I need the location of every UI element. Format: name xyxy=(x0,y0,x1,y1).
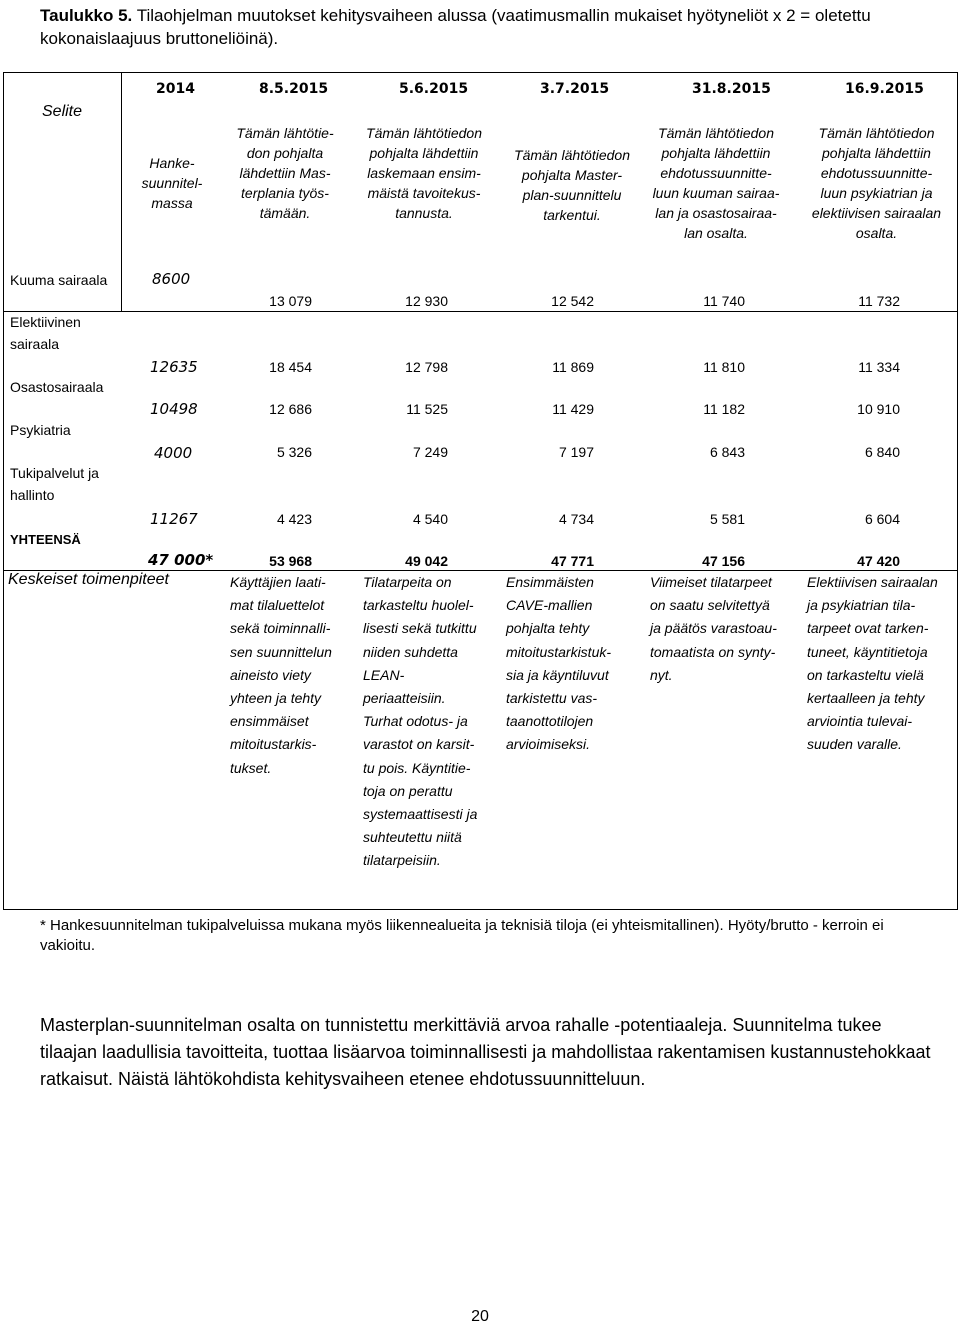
date-8-5-2015: 8.5.2015 xyxy=(259,81,329,97)
date-16-9-2015: 16.9.2015 xyxy=(845,81,924,97)
base-yhteensa: 47 000* xyxy=(148,551,214,569)
phase-desc-2014: Hanke- suunnitel- massa xyxy=(141,155,203,211)
cell-osasto-8-5: 12 686 xyxy=(269,401,312,417)
cell-psykiatria-16-9: 6 840 xyxy=(864,444,900,460)
cell-elektiivinen-3-7: 11 869 xyxy=(552,359,594,375)
measure-8-5: Käyttäjien laati- mat tilaluettelot sekä toiminnalli- sen suunnittelun aineisto viety yhteen ja tehty ensimmäiset mitoitustarkis- tukset. xyxy=(230,574,332,776)
cell-kuuma-31-8: 11 740 xyxy=(703,293,745,309)
cell-elektiivinen-8-5: 18 454 xyxy=(269,359,312,375)
row-label-tukipalvelut: Tukipalvelut ja hallinto xyxy=(10,465,99,503)
cell-psykiatria-5-6: 7 249 xyxy=(412,444,448,460)
phase-desc-5-6-2015: Tämän lähtötiedon pohjalta lähdettiin laskemaan ensim- mäistä tavoitekus- tannusta. xyxy=(366,125,482,221)
base-elektiivinen-sairaala: 12635 xyxy=(150,358,198,376)
measure-5-6: Tilatarpeita on tarkasteltu huolel- lisesti sekä tutkittu niiden suhdetta LEAN- periaatteisiin. Turhat odotus- ja varastot on karsit- tu pois. Käyntitie- toja on perattu systemaattisesti ja suhteutettu niitä tilatarpeisiin. xyxy=(363,574,478,869)
measure-16-9: Elektiivisen sairaalan ja psykiatrian tila- tarpeet ovat tarken- tuneet, käyntitietoja on tarkasteltu vielä kertaalleen ja tehty arviointia tulevai- suuden varalle. xyxy=(807,574,938,753)
row-label-yhteensa: YHTEENSÄ xyxy=(10,532,81,547)
cell-kuuma-5-6: 12 930 xyxy=(405,293,448,309)
cell-osasto-5-6: 11 525 xyxy=(406,401,448,417)
space-program-table xyxy=(3,72,958,910)
row-label-kuuma-sairaala: Kuuma sairaala xyxy=(10,272,108,288)
measure-31-8: Viimeiset tilatarpeet on saatu selvitettyä ja päätös varastoau- tomaatista on synty- nyt. xyxy=(650,574,777,683)
phase-desc-3-7-2015: Tämän lähtötiedon pohjalta Master- plan-suunnittelu tarkentui. xyxy=(514,147,630,223)
cell-psykiatria-3-7: 7 197 xyxy=(558,444,594,460)
base-tukipalvelut: 11267 xyxy=(150,510,198,528)
total-3-7: 47 771 xyxy=(551,553,594,569)
body-paragraph: Masterplan-suunnitelman osalta on tunnistettu merkittäviä arvoa rahalle -potentiaaleja. Suunnitelma tukee tilaajan laadullisia tavoitteita, tuottaa lisäarvoa toiminnallisesti ja mahdollistaa rakentamisen kustannustehokkaat ratkaisut. Näistä lähtökohdista kehitysvaiheen etenee ehdotussuunnitteluun. xyxy=(40,1015,931,1089)
cell-osasto-31-8: 11 182 xyxy=(703,401,745,417)
cell-psykiatria-8-5: 5 326 xyxy=(276,444,312,460)
phase-desc-31-8-2015: Tämän lähtötiedon pohjalta lähdettiin ehdotussuunnitte- luun kuuman sairaa- lan ja osastosairaa- lan osalta. xyxy=(652,125,780,241)
cell-tukipalvelut-8-5: 4 423 xyxy=(276,511,312,527)
header-divider xyxy=(121,73,122,311)
cell-kuuma-8-5: 13 079 xyxy=(269,293,312,309)
cell-psykiatria-31-8: 6 843 xyxy=(709,444,745,460)
page-number: 20 xyxy=(471,1308,489,1325)
date-31-8-2015: 31.8.2015 xyxy=(692,81,771,97)
phase-desc-16-9-2015: Tämän lähtötiedon pohjalta lähdettiin ehdotussuunnitte- luun psykiatrian ja elektiivisen sairaalan osalta. xyxy=(811,125,942,241)
base-psykiatria: 4000 xyxy=(154,444,193,462)
date-5-6-2015: 5.6.2015 xyxy=(399,81,469,97)
cell-tukipalvelut-16-9: 6 604 xyxy=(864,511,900,527)
table-caption-label: Taulukko 5. xyxy=(40,6,133,25)
date-3-7-2015: 3.7.2015 xyxy=(540,81,610,97)
header-bottom-rule xyxy=(4,311,957,312)
row-label-osastosairaala: Osastosairaala xyxy=(10,379,104,395)
row-label-psykiatria: Psykiatria xyxy=(10,422,71,438)
cell-elektiivinen-31-8: 11 810 xyxy=(703,359,745,375)
table-caption-text: Tilaohjelman muutokset kehitysvaiheen alussa (vaatimusmallin mukaiset hyötyneliöt x 2 = oletettu kokonaislaajuus bruttoneliöinä). xyxy=(40,6,871,48)
selite-label: Selite xyxy=(42,103,83,120)
cell-kuuma-3-7: 12 542 xyxy=(551,293,594,309)
phase-desc-8-5-2015: Tämän lähtötie- don pohjalta lähdettiin Mas- terplania työs- tämään. xyxy=(236,125,334,221)
cell-tukipalvelut-5-6: 4 540 xyxy=(412,511,448,527)
measure-3-7: Ensimmäisten CAVE-mallien pohjalta tehty mitoitustarkistuk- sia ja käyntiluvut tarkistettu vas- taanottotilojen arvioimiseksi. xyxy=(506,574,612,753)
cell-osasto-16-9: 10 910 xyxy=(857,401,900,417)
row-label-elektiivinen-sairaala: Elektiivinen sairaala xyxy=(10,314,81,352)
base-kuuma-sairaala: 8600 xyxy=(152,270,191,288)
cell-tukipalvelut-31-8: 5 581 xyxy=(709,511,745,527)
total-5-6: 49 042 xyxy=(405,553,448,569)
cell-elektiivinen-5-6: 12 798 xyxy=(405,359,448,375)
cell-tukipalvelut-3-7: 4 734 xyxy=(558,511,594,527)
base-osastosairaala: 10498 xyxy=(150,400,198,418)
table-caption xyxy=(40,4,940,50)
cell-elektiivinen-16-9: 11 334 xyxy=(858,359,900,375)
total-16-9: 47 420 xyxy=(857,553,900,569)
measures-label: Keskeiset toimenpiteet xyxy=(8,571,169,588)
total-8-5: 53 968 xyxy=(269,553,312,569)
total-31-8: 47 156 xyxy=(702,553,745,569)
table-footnote: * Hankesuunnitelman tukipalveluissa mukana myös liikennealueita ja teknisiä tiloja (ei yhteismitallinen). Hyöty/brutto - kerroin ei vakioitu. xyxy=(40,917,884,954)
cell-kuuma-16-9: 11 732 xyxy=(858,293,900,309)
date-2014: 2014 xyxy=(156,81,195,97)
cell-osasto-3-7: 11 429 xyxy=(552,401,594,417)
